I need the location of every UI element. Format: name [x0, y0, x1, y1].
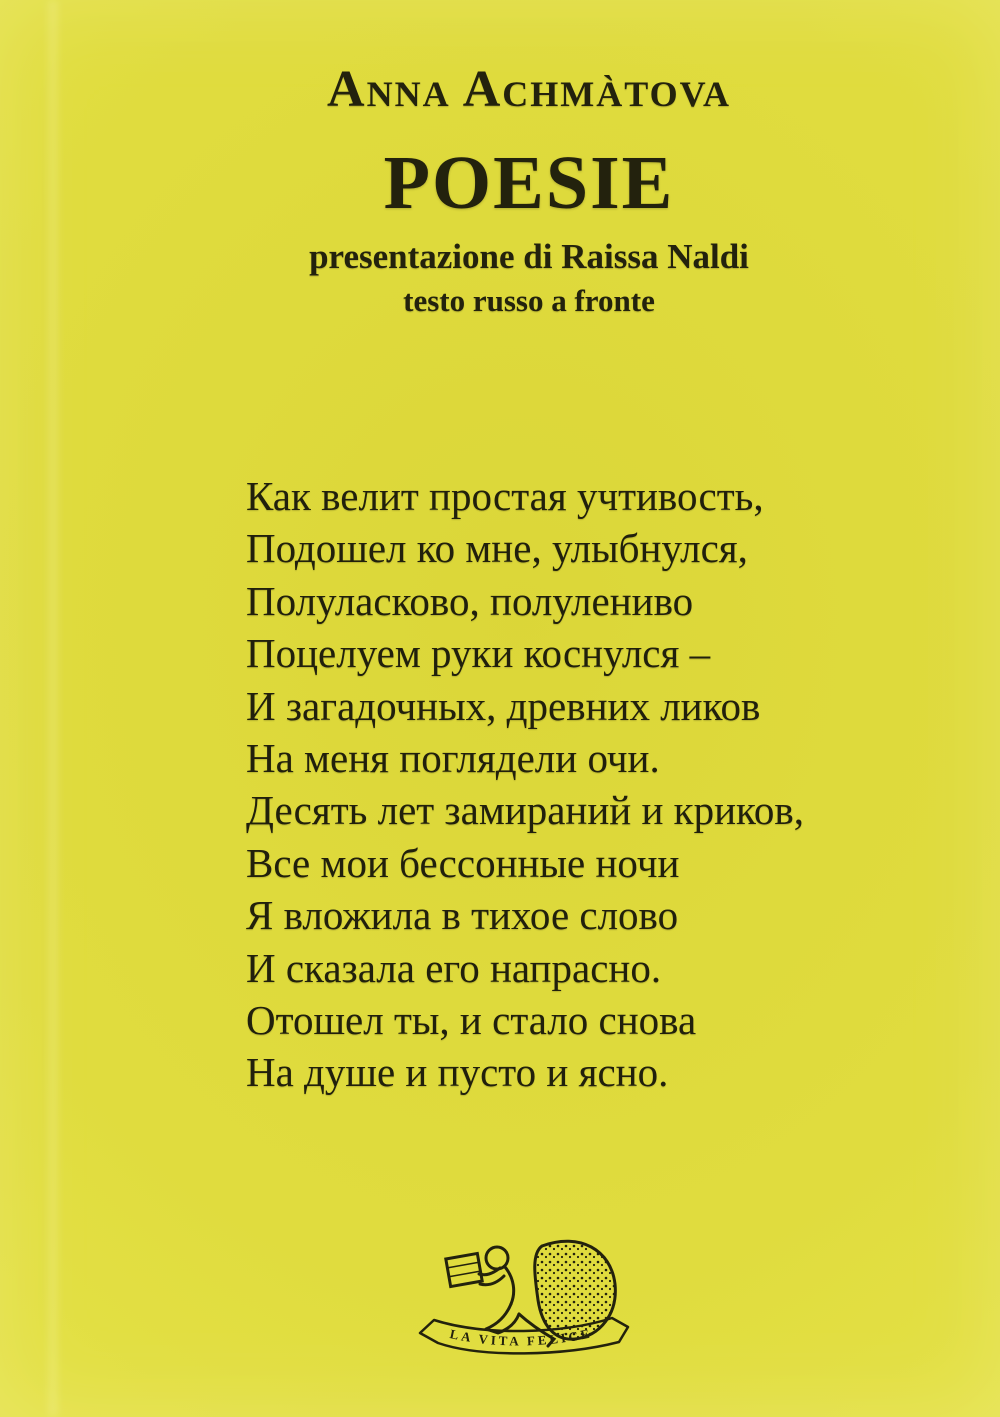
presentation-credit: presentazione di Raissa Naldi	[309, 237, 749, 276]
poem-line: Подошел ко мне, улыбнулся,	[246, 525, 748, 572]
author-name: Anna Achmàtova	[327, 61, 731, 118]
poem-line: На душе и пусто и ясно.	[246, 1049, 669, 1096]
poem-line: Поцелуем руки коснулся –	[246, 630, 711, 677]
wing-shape	[535, 1241, 616, 1339]
poem-line: И загадочных, древних ликов	[246, 682, 761, 729]
publisher-logo	[412, 1236, 642, 1361]
poem-line: Все мои бессонные ночи	[246, 839, 680, 886]
book-icon	[446, 1253, 482, 1286]
poem-line: Отошел ты, и стало снова	[246, 997, 697, 1044]
winged-figure-reading-icon	[412, 1236, 642, 1361]
poem-line: Как велит простая учтивость,	[246, 473, 764, 519]
figure-legs	[486, 1304, 519, 1333]
edition-note: testo russo a fronte	[403, 283, 655, 318]
poem-line: На меня поглядели очи.	[246, 735, 660, 782]
poem-line: И сказала его напрасно.	[246, 944, 662, 991]
poem-line: Десять лет замираний и криков,	[246, 787, 804, 834]
book-title: POESIE	[383, 141, 675, 225]
figure-torso	[505, 1267, 514, 1304]
poem-line: Полуласково, полулениво	[246, 577, 694, 624]
publisher-banner-text: LA VITA FELICE	[448, 1325, 594, 1349]
poem-text	[246, 470, 804, 1099]
poem-line: Я вложила в тихое слово	[246, 892, 679, 939]
